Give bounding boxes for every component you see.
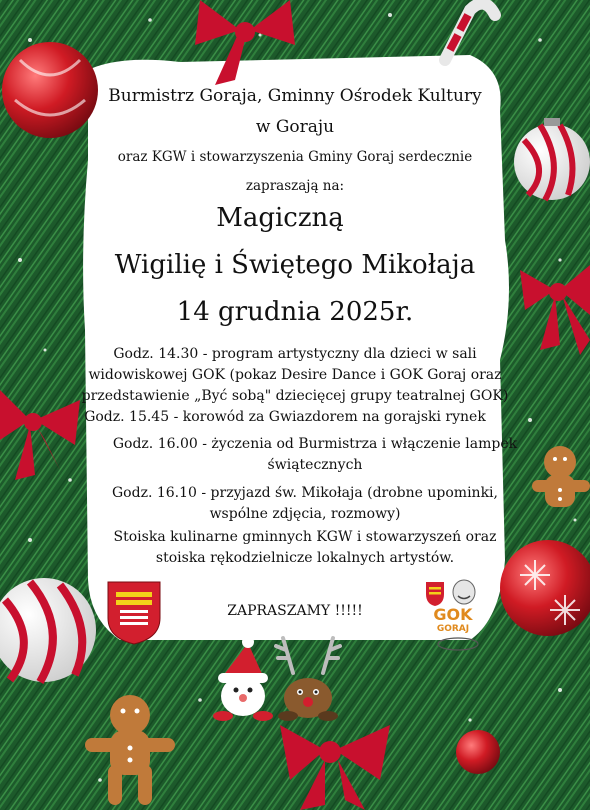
- event-date: 14 grudnia 2025r.: [176, 297, 414, 327]
- stands-line: Stoiska kulinarne gminnych KGW i stowarzyszeń oraz: [113, 529, 497, 545]
- title-line-1: Magiczną: [216, 203, 344, 233]
- program-item: [0, 407, 570, 428]
- organizers-line-3: oraz KGW i stowarzyszenia Gminy Goraj serdecznie: [117, 149, 473, 165]
- organizers-line-1: Burmistrz Goraja, Gminny Ośrodek Kultury: [108, 86, 482, 106]
- program-line: widowiskowej GOK (pokaz Desire Dance i GOK Goraj oraz: [88, 367, 502, 383]
- program-line: świątecznych: [267, 457, 363, 473]
- santa-and-reindeer-illustration: [208, 628, 348, 723]
- goraj-coat-of-arms-emblem: [106, 580, 162, 646]
- organizers-line-4: zapraszają na:: [245, 178, 345, 194]
- gok-goraj-logo: [420, 578, 486, 654]
- stands-line: stoiska rękodzielnicze lokalnych artystów.: [155, 550, 455, 566]
- program-item: [0, 344, 590, 407]
- program-line: Godz. 14.30 - program artystyczny dla dzieci w sali: [113, 346, 477, 362]
- stands-info: [10, 527, 590, 569]
- program-item: [20, 434, 590, 476]
- program-line: przedstawienie „Być sobą" dziecięcej grupy teatralnej GOK): [81, 388, 509, 404]
- organizers-line-2: w Goraju: [255, 117, 335, 137]
- gok-logo-text: GOK: [433, 605, 473, 624]
- program-line: wspólne zdjęcia, rozmowy): [209, 506, 401, 522]
- program-line: Godz. 16.00 - życzenia od Burmistrza i włączenie lampek: [112, 436, 518, 452]
- program-item: [10, 483, 590, 525]
- title-line-2: Wigilię i Świętego Mikołaja: [114, 250, 476, 280]
- invite-text: ZAPRASZAMY !!!!!: [227, 603, 363, 619]
- program-line: Godz. 15.45 - korowód za Gwiazdorem na gorajski rynek: [84, 409, 486, 425]
- gok-logo-subtext: GORAJ: [436, 624, 470, 634]
- program-line: Godz. 16.10 - przyjazd św. Mikołaja (drobne upominki,: [112, 485, 498, 501]
